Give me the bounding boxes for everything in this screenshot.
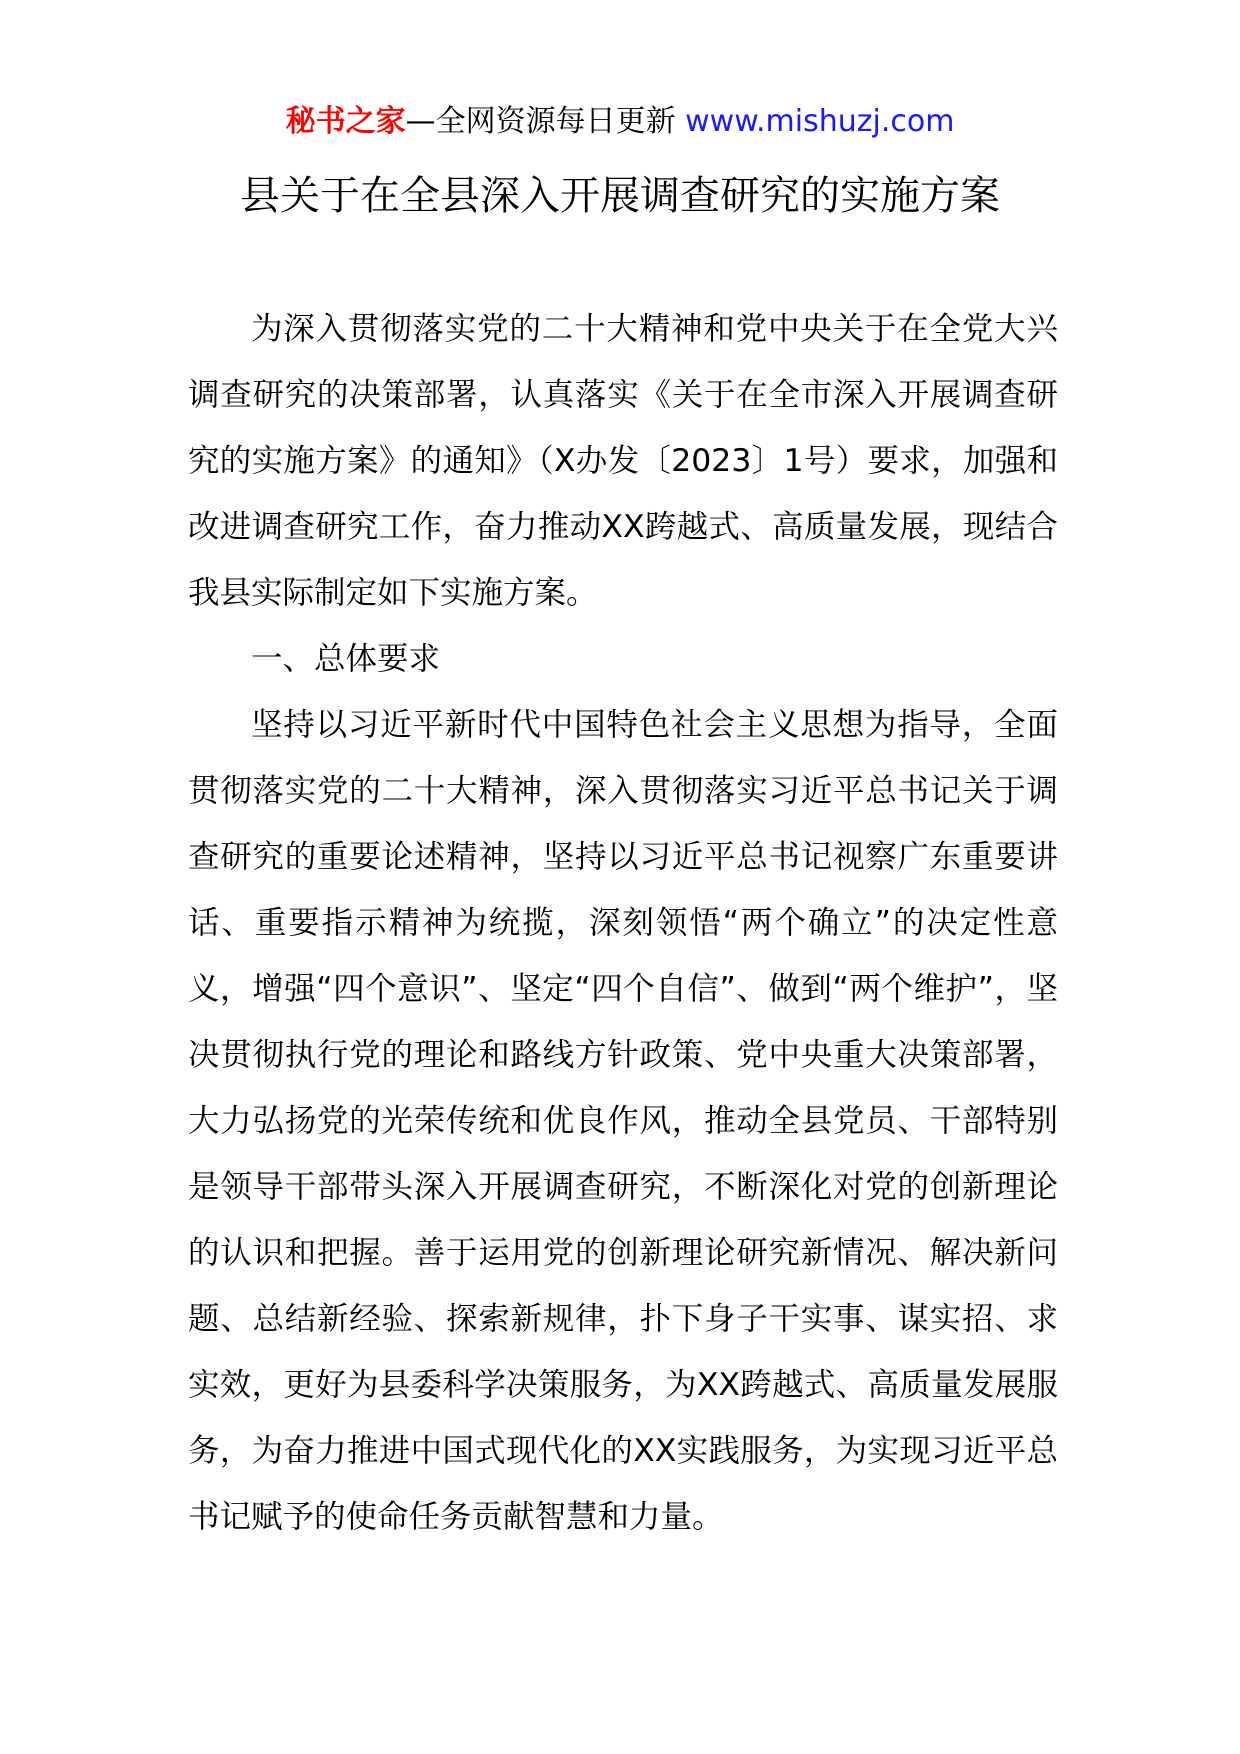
document-body [188,296,1058,1550]
section-paragraph: 坚持以习近平新时代中国特色社会主义思想为指导，全面贯彻落实党的二十大精神，深入贯彻落实习近平总书记关于调查研究的重要论述精神，坚持以习近平总书记视察广东重要讲话、重要指示精神为统揽，深刻领悟“两个确立”的决定性意义，增强“四个意识”、坚定“四个自信”、做到“两个维护”，坚决贯彻执行党的理论和路线方针政策、党中央重大决策部署，大力弘扬党的光荣传统和优良作风，推动全县党员、干部特别是领导干部带头深入开展调查研究，不断深化对党的创新理论的认识和把握。善于运用党的创新理论研究新情况、解决新问题、总结新经验、探索新规律，扑下身子干实事、谋实招、求实效，更好为县委科学决策服务，为XX跨越式、高质量发展服务，为奋力推进中国式现代化的XX实践服务，为实现习近平总书记赋予的使命任务贡献智慧和力量。 [188,707,1058,1535]
document-title: 县关于在全县深入开展调查研究的实施方案 [240,173,1000,219]
section-heading: 一、总体要求 [251,641,441,677]
site-url-link[interactable]: www.mishuzj.com [685,104,955,139]
site-tagline: —全网资源每日更新 [405,104,676,139]
intro-paragraph: 为深入贯彻落实党的二十大精神和党中央关于在全党大兴调查研究的决策部署，认真落实《关于在全市深入开展调查研究的实施方案》的通知》（X办发〔2023〕1号）要求，加强和改进调查研究工作，奋力推动XX跨越式、高质量发展，现结合我县实际制定如下实施方案。 [188,311,1058,611]
site-header [0,100,1240,144]
site-brand: 秘书之家 [285,104,406,139]
